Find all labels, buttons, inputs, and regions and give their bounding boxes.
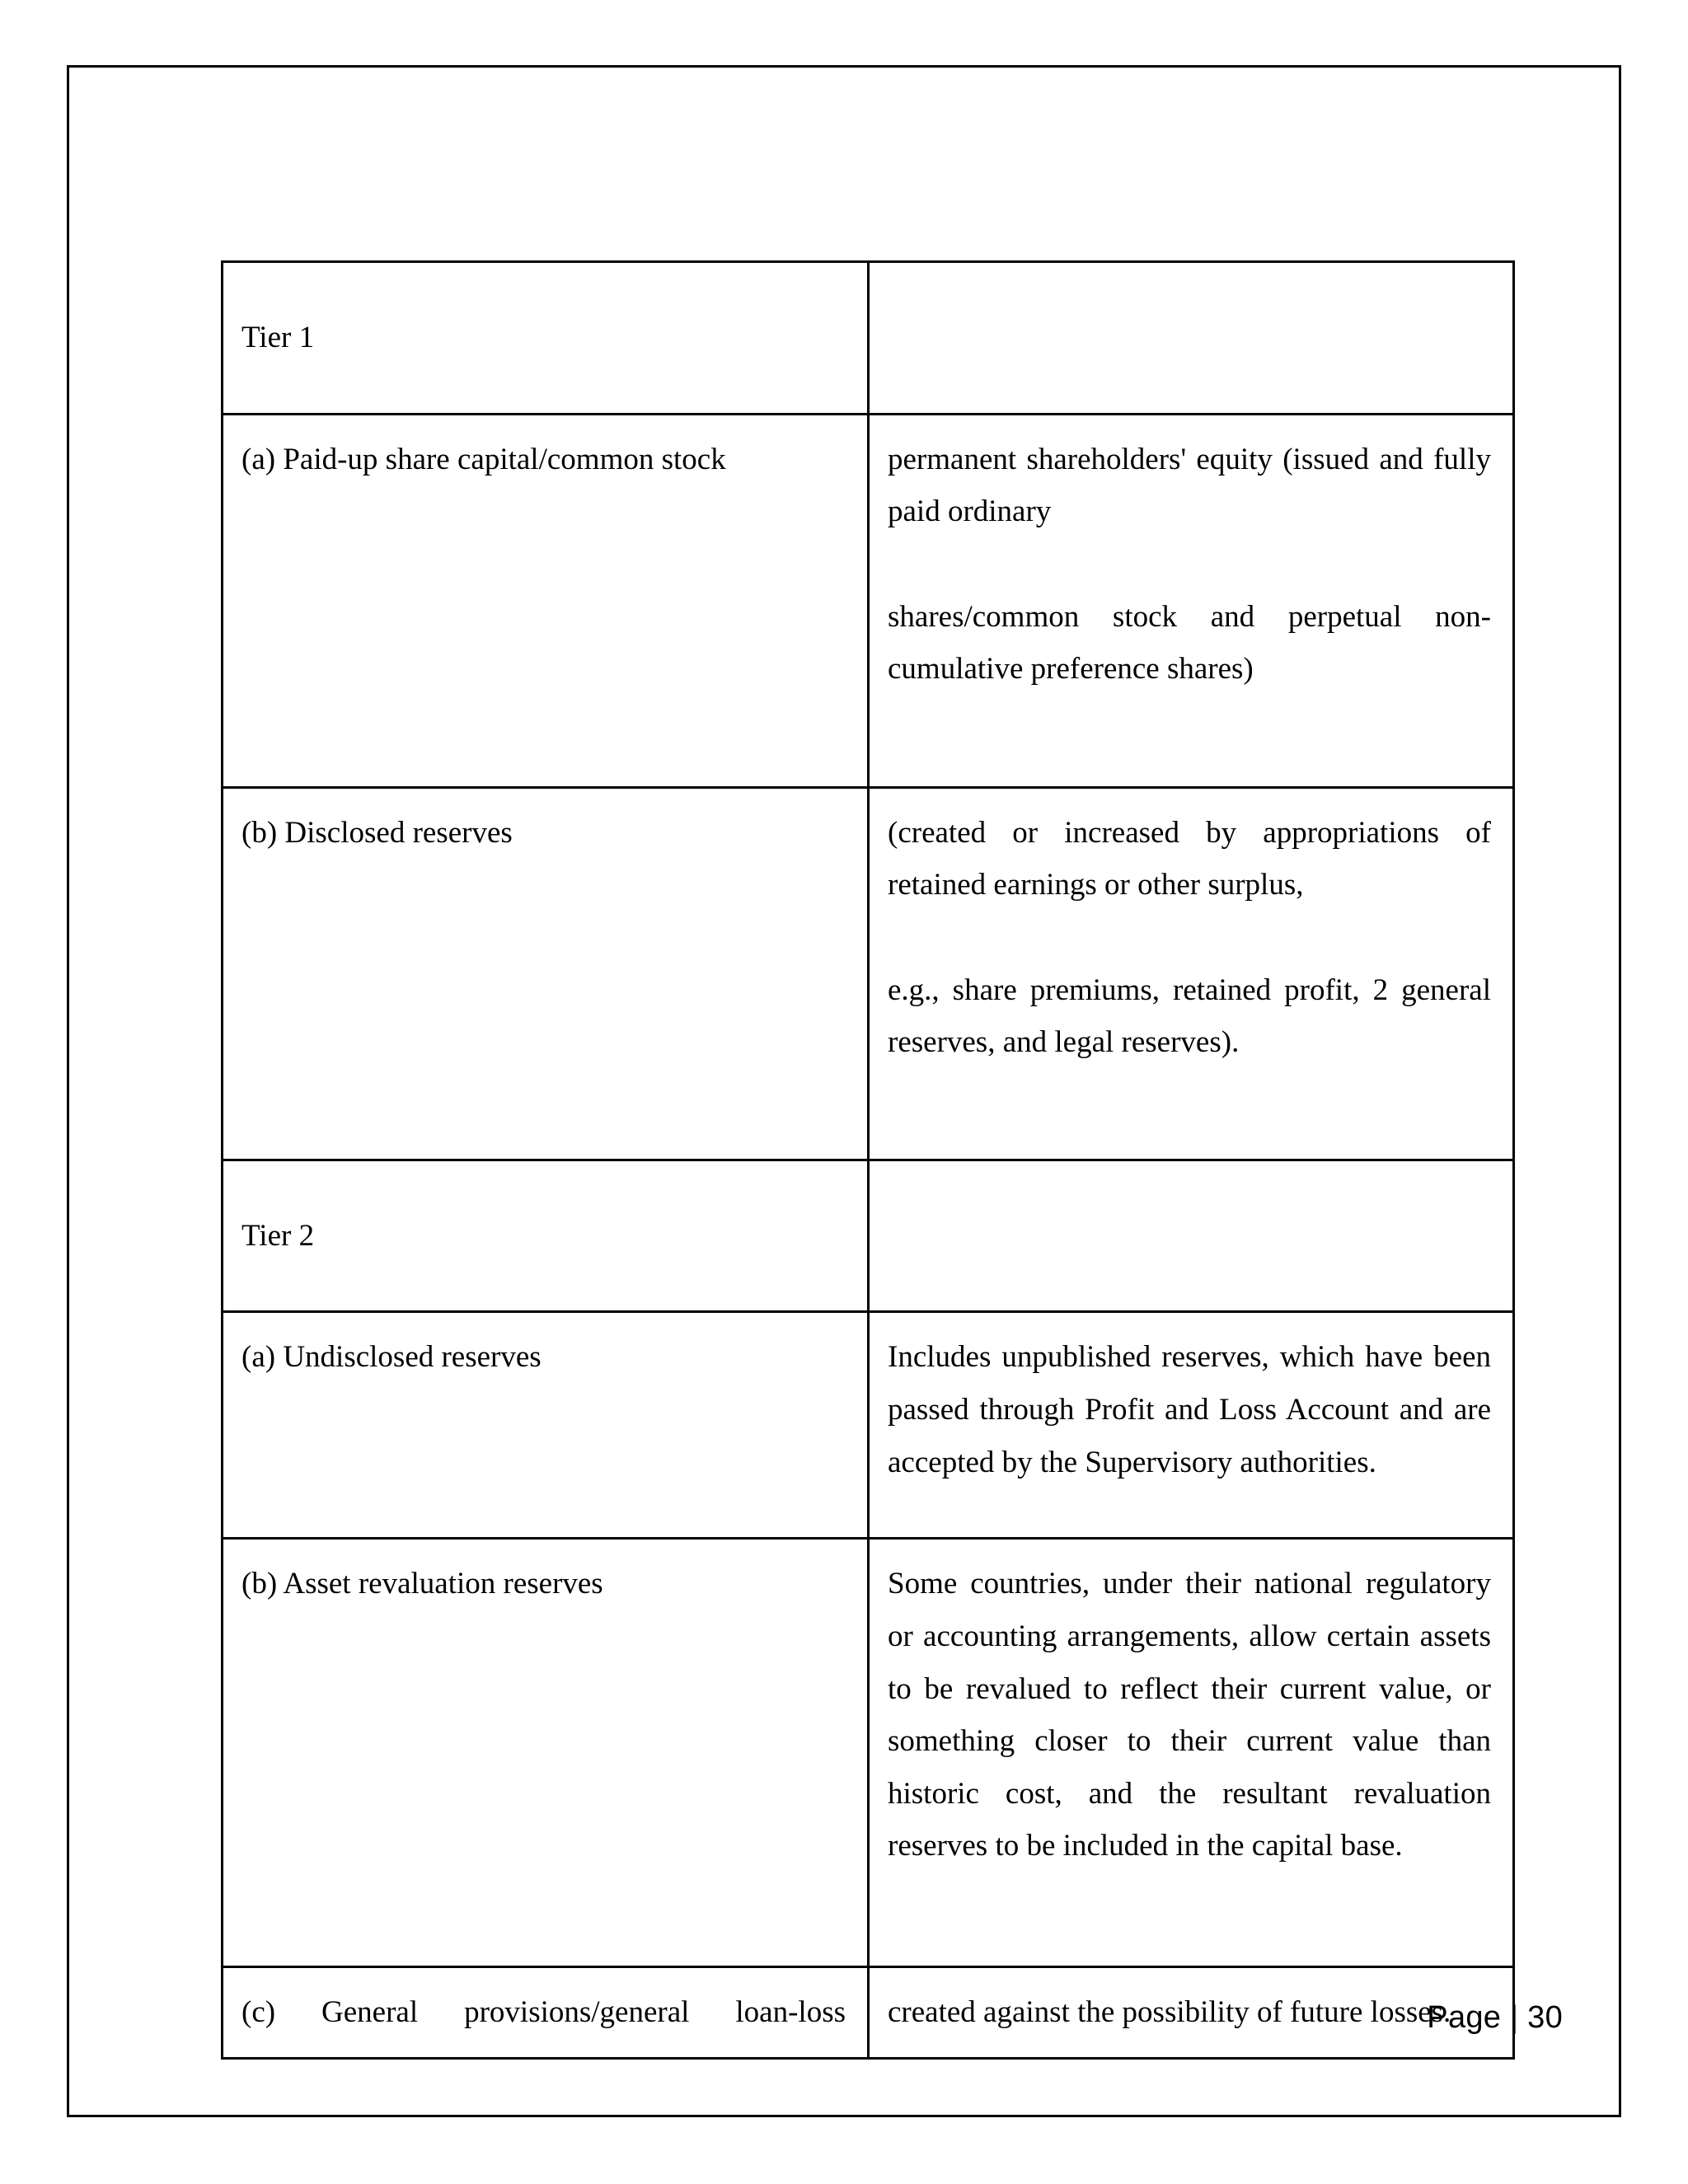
table-row bbox=[223, 262, 1514, 415]
table-body bbox=[223, 262, 1514, 2059]
table-row bbox=[223, 1539, 1514, 1967]
capital-components-table bbox=[221, 260, 1515, 2060]
description-cell-asset-revaluation-reserves bbox=[869, 1539, 1514, 1967]
term-cell-undisclosed-reserves bbox=[223, 1312, 869, 1539]
tier-heading-empty-cell bbox=[869, 262, 1514, 415]
table-row bbox=[223, 787, 1514, 1160]
table-row bbox=[223, 1160, 1514, 1312]
term-cell-paid-up-share-capital bbox=[223, 414, 869, 787]
term-label: (b) Asset revaluation reserves bbox=[241, 1567, 603, 1601]
description-paragraph: permanent shareholders' equity (issued and fully paid ordinary bbox=[888, 442, 1491, 529]
term-label: (a) Undisclosed reserves bbox=[241, 1340, 542, 1375]
description-paragraph: e.g., share premiums, retained profit, 2 general reserves, and legal reserves). bbox=[888, 972, 1491, 1060]
page-frame bbox=[67, 65, 1621, 2117]
tier-heading-empty-cell bbox=[869, 1160, 1514, 1312]
description-paragraph: created against the possibility of future losses. bbox=[888, 1995, 1451, 2030]
term-label: (b) Disclosed reserves bbox=[241, 815, 513, 850]
description-paragraph: shares/common stock and perpetual non-cumulative preference shares) bbox=[888, 599, 1491, 687]
tier-heading-cell bbox=[223, 262, 869, 415]
description-paragraph: Includes unpublished reserves, which have been passed through Profit and Loss Account and are accepted by the Supervisory authorities. bbox=[888, 1340, 1491, 1479]
term-label: (c) General provisions/general loan-loss bbox=[241, 1995, 846, 2030]
tier-heading-label: Tier 2 bbox=[241, 1218, 315, 1253]
term-cell-general-provisions bbox=[223, 1967, 869, 2059]
description-paragraph: Some countries, under their national regulatory or accounting arrangements, allow certain assets to be revalued to reflect their current value, or something closer to their current value than historic cost, and the resultant revaluation reserves to be included in the capital base. bbox=[888, 1567, 1491, 1863]
page-number-footer: Page | 30 bbox=[1427, 2000, 1563, 2035]
term-label: (a) Paid-up share capital/common stock bbox=[241, 442, 726, 476]
description-cell-paid-up-share-capital bbox=[869, 414, 1514, 787]
description-cell-undisclosed-reserves bbox=[869, 1312, 1514, 1539]
table-row bbox=[223, 1312, 1514, 1539]
description-cell-general-provisions bbox=[869, 1967, 1514, 2059]
term-cell-disclosed-reserves bbox=[223, 787, 869, 1160]
term-cell-asset-revaluation-reserves bbox=[223, 1539, 869, 1967]
tier-heading-cell bbox=[223, 1160, 869, 1312]
table-row bbox=[223, 414, 1514, 787]
description-cell-disclosed-reserves bbox=[869, 787, 1514, 1160]
table-row bbox=[223, 1967, 1514, 2059]
tier-heading-label: Tier 1 bbox=[241, 321, 315, 354]
description-paragraph: (created or increased by appropriations of retained earnings or other surplus, bbox=[888, 815, 1491, 902]
